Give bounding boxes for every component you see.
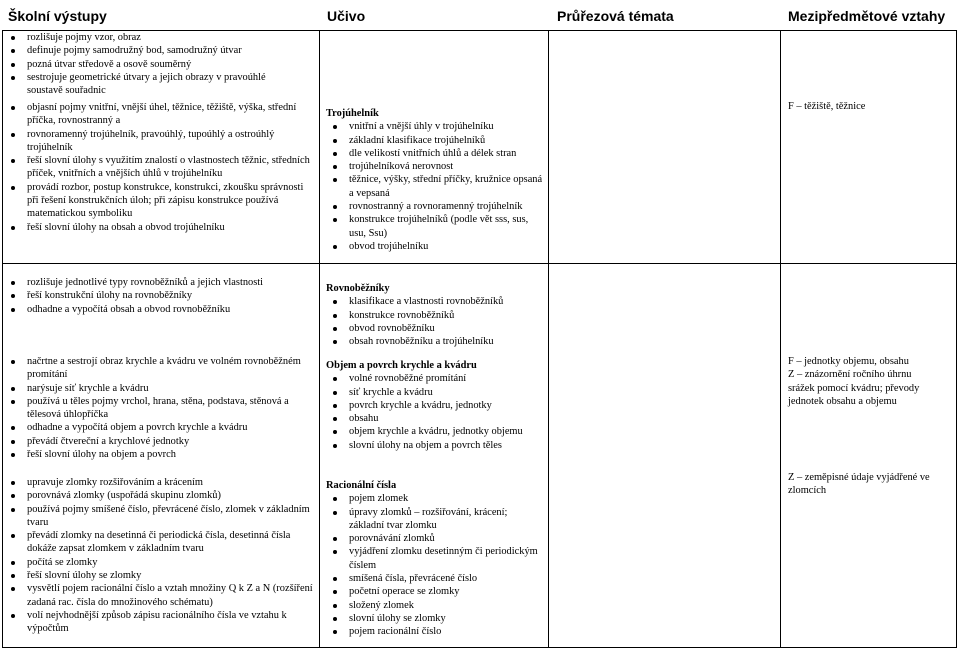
list-item: rovnostranný a rovnoramenný trojúhelník	[326, 200, 544, 213]
header-school-outputs: Školní výstupy	[8, 8, 107, 24]
relation-rational-numbers: Z – zeměpisné údaje vyjádřené ve zlomcích	[788, 472, 930, 497]
list-item: odhadne a vypočítá objem a povrch krychle a kvádru	[4, 421, 316, 434]
relation-triangle: F – těžiště, těžnice	[788, 101, 866, 112]
list-item: rozlišuje jednotlivé typy rovnoběžníků a jejich vlastnosti	[4, 276, 316, 289]
list-item: obvod trojúhelníku	[326, 240, 544, 253]
topic-title: Objem a povrch krychle a kvádru	[326, 360, 477, 371]
list-item: vyjádření zlomku desetinným či periodickým číslem	[326, 545, 544, 572]
list-item: početní operace se zlomky	[326, 585, 544, 598]
list-item: pojem racionální číslo	[326, 625, 544, 638]
list-item: dle velikostí vnitřních úhlů a délek stran	[326, 147, 544, 160]
list-item: slovní úlohy na objem a povrch těles	[326, 439, 544, 452]
list-item: obvod rovnoběžníku	[326, 322, 544, 335]
header-cross-curricular-topics: Průřezová témata	[557, 8, 674, 24]
list-item: sestrojuje geometrické útvary a jejich obrazy v pravoúhlé soustavě souřadnic	[4, 71, 316, 98]
list-item: převádí zlomky na desetinná či periodická čísla, desetinná čísla dokáže zapsat zlomkem v základním tvaru	[4, 529, 316, 556]
list-item: provádí rozbor, postup konstrukce, konstrukci, zkoušku správnosti při řešení konstrukčních úloh; při zápisu konstrukce používá matematickou symboliku	[4, 181, 316, 221]
list-item: počítá se zlomky	[4, 556, 316, 569]
list-item: klasifikace a vlastnosti rovnoběžníků	[326, 295, 544, 308]
list-item: převádí čtvereční a krychlové jednotky	[4, 435, 316, 448]
curriculum-rational-numbers	[326, 479, 544, 639]
list-item: řeší slovní úlohy na obsah a obvod trojúhelníku	[4, 221, 316, 234]
list-item: volí nejvhodnější způsob zápisu racionálního čísla ve vztahu k výpočtům	[4, 609, 316, 636]
list-item: řeší slovní úlohy s využitím znalostí o vlastnostech těžnic, středních příček, vnitřních a vnějších úhlů v trojúhelníku	[4, 154, 316, 181]
curriculum-parallelograms	[326, 282, 544, 348]
relation-cube-cuboid: F – jednotky objemu, obsahu Z – znázornění ročního úhrnu srážek pomocí kvádru; převody jednotek obsahu a objemu	[788, 356, 920, 407]
list-item: úpravy zlomků – rozšiřování, krácení; základní tvar zlomku	[326, 506, 544, 533]
topic-title: Racionální čísla	[326, 480, 397, 491]
topic-title: Trojúhelník	[326, 108, 379, 119]
list-item: porovnávání zlomků	[326, 532, 544, 545]
list-item: upravuje zlomky rozšiřováním a krácením	[4, 476, 316, 489]
list-item: porovnává zlomky (uspořádá skupinu zlomků)	[4, 489, 316, 502]
outputs-cube-cuboid	[4, 355, 316, 461]
outputs-rational-numbers	[4, 476, 316, 636]
list-item: povrch krychle a kvádru, jednotky	[326, 399, 544, 412]
list-item: rovnoramenný trojúhelník, pravoúhlý, tupoúhlý a ostroúhlý trojúhelník	[4, 128, 316, 155]
list-item: definuje pojmy samodružný bod, samodružný útvar	[4, 44, 316, 57]
list-item: obsahu	[326, 412, 544, 425]
list-item: vnitřní a vnější úhly v trojúhelníku	[326, 120, 544, 133]
list-item: používá u těles pojmy vrchol, hrana, stěna, podstava, stěnová a tělesová úhlopříčka	[4, 395, 316, 422]
list-item: objasní pojmy vnitřní, vnější úhel, těžnice, těžiště, výška, střední příčka, rovnostranný a	[4, 101, 316, 128]
list-item: pozná útvar středově a osově souměrný	[4, 58, 316, 71]
column-divider	[319, 30, 320, 648]
list-item: řeší slovní úlohy se zlomky	[4, 569, 316, 582]
topic-title: Rovnoběžníky	[326, 283, 390, 294]
row-divider	[2, 263, 957, 264]
curriculum-triangle	[326, 107, 544, 253]
list-item: objem krychle a kvádru, jednotky objemu	[326, 425, 544, 438]
list-item: pojem zlomek	[326, 492, 544, 505]
list-item: odhadne a vypočítá obsah a obvod rovnoběžníku	[4, 303, 316, 316]
list-item: načrtne a sestrojí obraz krychle a kvádru ve volném rovnoběžném promítání	[4, 355, 316, 382]
outputs-parallelograms	[4, 276, 316, 316]
list-item: řeší slovní úlohy na objem a povrch	[4, 448, 316, 461]
list-item: vysvětlí pojem racionální číslo a vztah množiny Q k Z a N (rozšíření zadaná rac. čísla do množinového schématu)	[4, 582, 316, 609]
list-item: síť krychle a kvádru	[326, 386, 544, 399]
list-item: složený zlomek	[326, 599, 544, 612]
list-item: volné rovnoběžné promítání	[326, 372, 544, 385]
list-item: konstrukce trojúhelníků (podle vět sss, sus, usu, Ssu)	[326, 213, 544, 240]
column-divider	[780, 30, 781, 648]
list-item: řeší konstrukční úlohy na rovnoběžníky	[4, 289, 316, 302]
header-curriculum: Učivo	[327, 8, 366, 24]
outputs-triangle	[4, 101, 316, 234]
column-divider	[548, 30, 549, 648]
header-interdisciplinary-relations: Mezipředmětové vztahy	[788, 8, 946, 24]
curriculum-cube-cuboid	[326, 359, 544, 452]
outputs-geometry-transformations	[4, 31, 316, 97]
list-item: rozlišuje pojmy vzor, obraz	[4, 31, 316, 44]
list-item: základní klasifikace trojúhelníků	[326, 134, 544, 147]
list-item: konstrukce rovnoběžníků	[326, 309, 544, 322]
list-item: obsah rovnoběžníku a trojúhelníku	[326, 335, 544, 348]
list-item: těžnice, výšky, střední příčky, kružnice opsaná a vepsaná	[326, 173, 544, 200]
list-item: slovní úlohy se zlomky	[326, 612, 544, 625]
list-item: smíšená čísla, převrácené číslo	[326, 572, 544, 585]
list-item: narýsuje síť krychle a kvádru	[4, 382, 316, 395]
list-item: trojúhelníková nerovnost	[326, 160, 544, 173]
list-item: používá pojmy smíšené číslo, převrácené číslo, zlomek v základním tvaru	[4, 503, 316, 530]
table-header	[0, 0, 959, 30]
